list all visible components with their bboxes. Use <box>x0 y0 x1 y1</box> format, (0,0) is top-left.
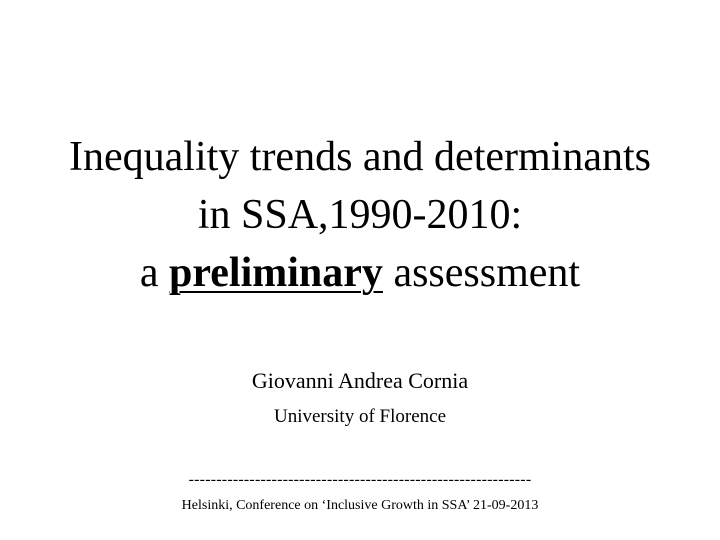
title-line-3 <box>0 244 720 302</box>
author-name: Giovanni Andrea Cornia <box>251 368 469 393</box>
author-affiliation: University of Florence <box>273 406 446 427</box>
title-line-3-suffix: assessment <box>382 250 581 296</box>
dashed-divider: -------------------------------------------------------------- <box>188 471 532 488</box>
title-line-1: Inequality trends and determinants <box>69 134 651 180</box>
title-line-2: in SSA,1990-2010: <box>197 192 523 238</box>
title-emphasis-preliminary: preliminary <box>169 250 383 296</box>
slide-title <box>0 128 720 302</box>
title-line-3-prefix: a <box>139 250 170 296</box>
conference-footer: Helsinki, Conference on ‘Inclusive Growth in SSA’ 21-09-2013 <box>181 498 539 513</box>
